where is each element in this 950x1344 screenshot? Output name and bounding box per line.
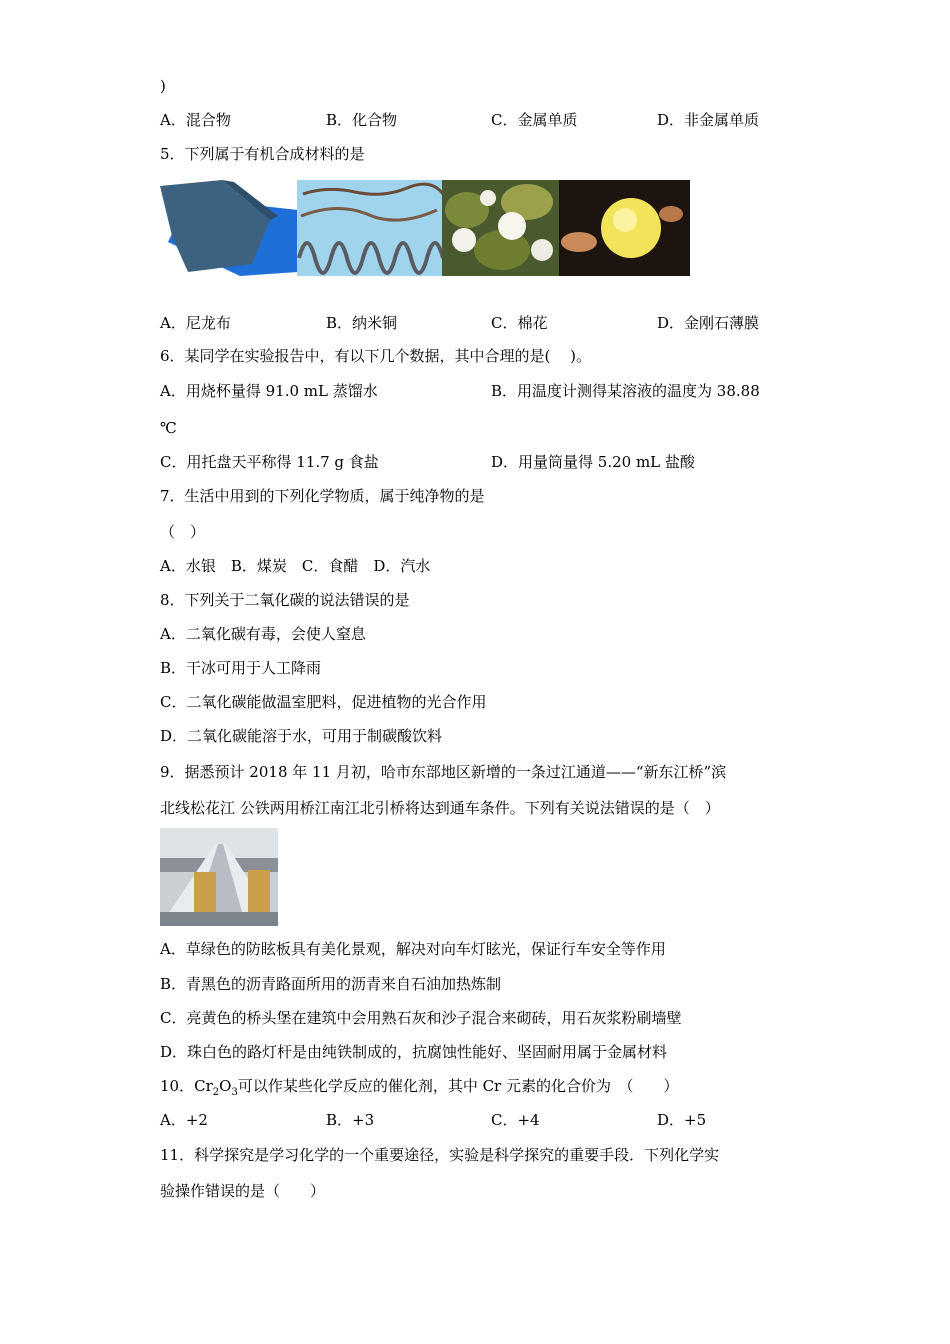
- q7-answer-paren: （ ）: [160, 523, 206, 541]
- q10-number: 10．: [160, 1077, 195, 1095]
- q8-stem: 8．下列关于二氧化碳的说法错误的是: [160, 591, 410, 609]
- q9-option-c: C．亮黄色的桥头堡在建筑中会用熟石灰和沙子混合来砌砖，用石灰浆粉刷墙壁: [160, 1009, 682, 1027]
- q10-formula-o: O: [219, 1077, 232, 1095]
- q4-option-b: B．化合物: [326, 111, 398, 129]
- q7-options: A．水银 B．煤炭 C．食醋 D．汽水: [160, 557, 431, 575]
- q7-stem: 7．生活中用到的下列化学物质，属于纯净物的是: [160, 487, 485, 505]
- q11-stem-line1: 11．科学探究是学习化学的一个重要途径，实验是科学探究的重要手段．下列化学实: [160, 1146, 720, 1164]
- q9-option-b: B．青黑色的沥青路面所用的沥青来自石油加热炼制: [160, 975, 502, 993]
- q4-option-d: D．非金属单质: [657, 111, 760, 129]
- q8-option-a: A．二氧化碳有毒，会使人窒息: [160, 625, 366, 643]
- q11-stem-line2: 验操作错误的是（ ）: [160, 1182, 326, 1200]
- q10-option-d: D．+5: [657, 1111, 707, 1129]
- nylon-cloth-image: [160, 180, 298, 276]
- q9-stem-line1: 9．据悉预计 2018 年 11 月初，哈市东部地区新增的一条过江通道——“新东江桥”滨: [160, 763, 727, 781]
- q10-stem: [160, 1076, 679, 1103]
- q10-option-b: B．+3: [326, 1111, 375, 1129]
- q10-option-a: A．+2: [160, 1111, 208, 1129]
- q6-option-a: A．用烧杯量得 91.0 mL 蒸馏水: [160, 382, 378, 400]
- q10-option-c: C．+4: [491, 1111, 540, 1129]
- q10-stem-rest: 可以作某些化学反应的催化剂，其中 Cr 元素的化合价为 （ ）: [237, 1077, 679, 1095]
- q8-option-c: C．二氧化碳能做温室肥料，促进植物的光合作用: [160, 693, 487, 711]
- q6-option-b-unit: ℃: [160, 419, 177, 437]
- q6-stem: 6．某同学在实验报告中，有以下几个数据，其中合理的是( )。: [160, 347, 592, 365]
- q8-option-b: B．干冰可用于人工降雨: [160, 659, 322, 677]
- q4-option-a: A．混合物: [160, 111, 231, 129]
- nano-copper-image: [297, 180, 443, 276]
- q4-closing-paren: ): [160, 77, 166, 95]
- q5-option-d: D．金刚石薄膜: [657, 314, 760, 332]
- bridge-image: [160, 828, 278, 926]
- q10-formula-sub-3: 3: [231, 1087, 238, 1098]
- q5-option-a: A．尼龙布: [160, 314, 231, 332]
- q9-option-a: A．草绿色的防眩板具有美化景观，解决对向车灯眩光，保证行车安全等作用: [160, 940, 666, 958]
- q4-option-c: C．金属单质: [491, 111, 578, 129]
- q10-formula-cr: Cr: [194, 1077, 213, 1095]
- diamond-film-image: [559, 180, 690, 276]
- q10-formula-sub-2: 2: [212, 1087, 220, 1098]
- q6-option-b: B．用温度计测得某溶液的温度为 38.88: [491, 382, 760, 400]
- q5-stem: 5．下列属于有机合成材料的是: [160, 145, 365, 163]
- q6-option-c: C．用托盘天平称得 11.7 g 食盐: [160, 453, 379, 471]
- cotton-image: [442, 180, 559, 276]
- q6-option-d: D．用量筒量得 5.20 mL 盐酸: [491, 453, 695, 471]
- q9-option-d: D．珠白色的路灯杆是由纯铁制成的，抗腐蚀性能好、坚固耐用属于金属材料: [160, 1043, 668, 1061]
- q9-stem-line2: 北线松花江 公铁两用桥江南江北引桥将达到通车条件。下列有关说法错误的是（ ）: [160, 799, 720, 817]
- q5-option-b: B．纳米铜: [326, 314, 398, 332]
- q5-option-c: C．棉花: [491, 314, 548, 332]
- q8-option-d: D．二氧化碳能溶于水，可用于制碳酸饮料: [160, 727, 443, 745]
